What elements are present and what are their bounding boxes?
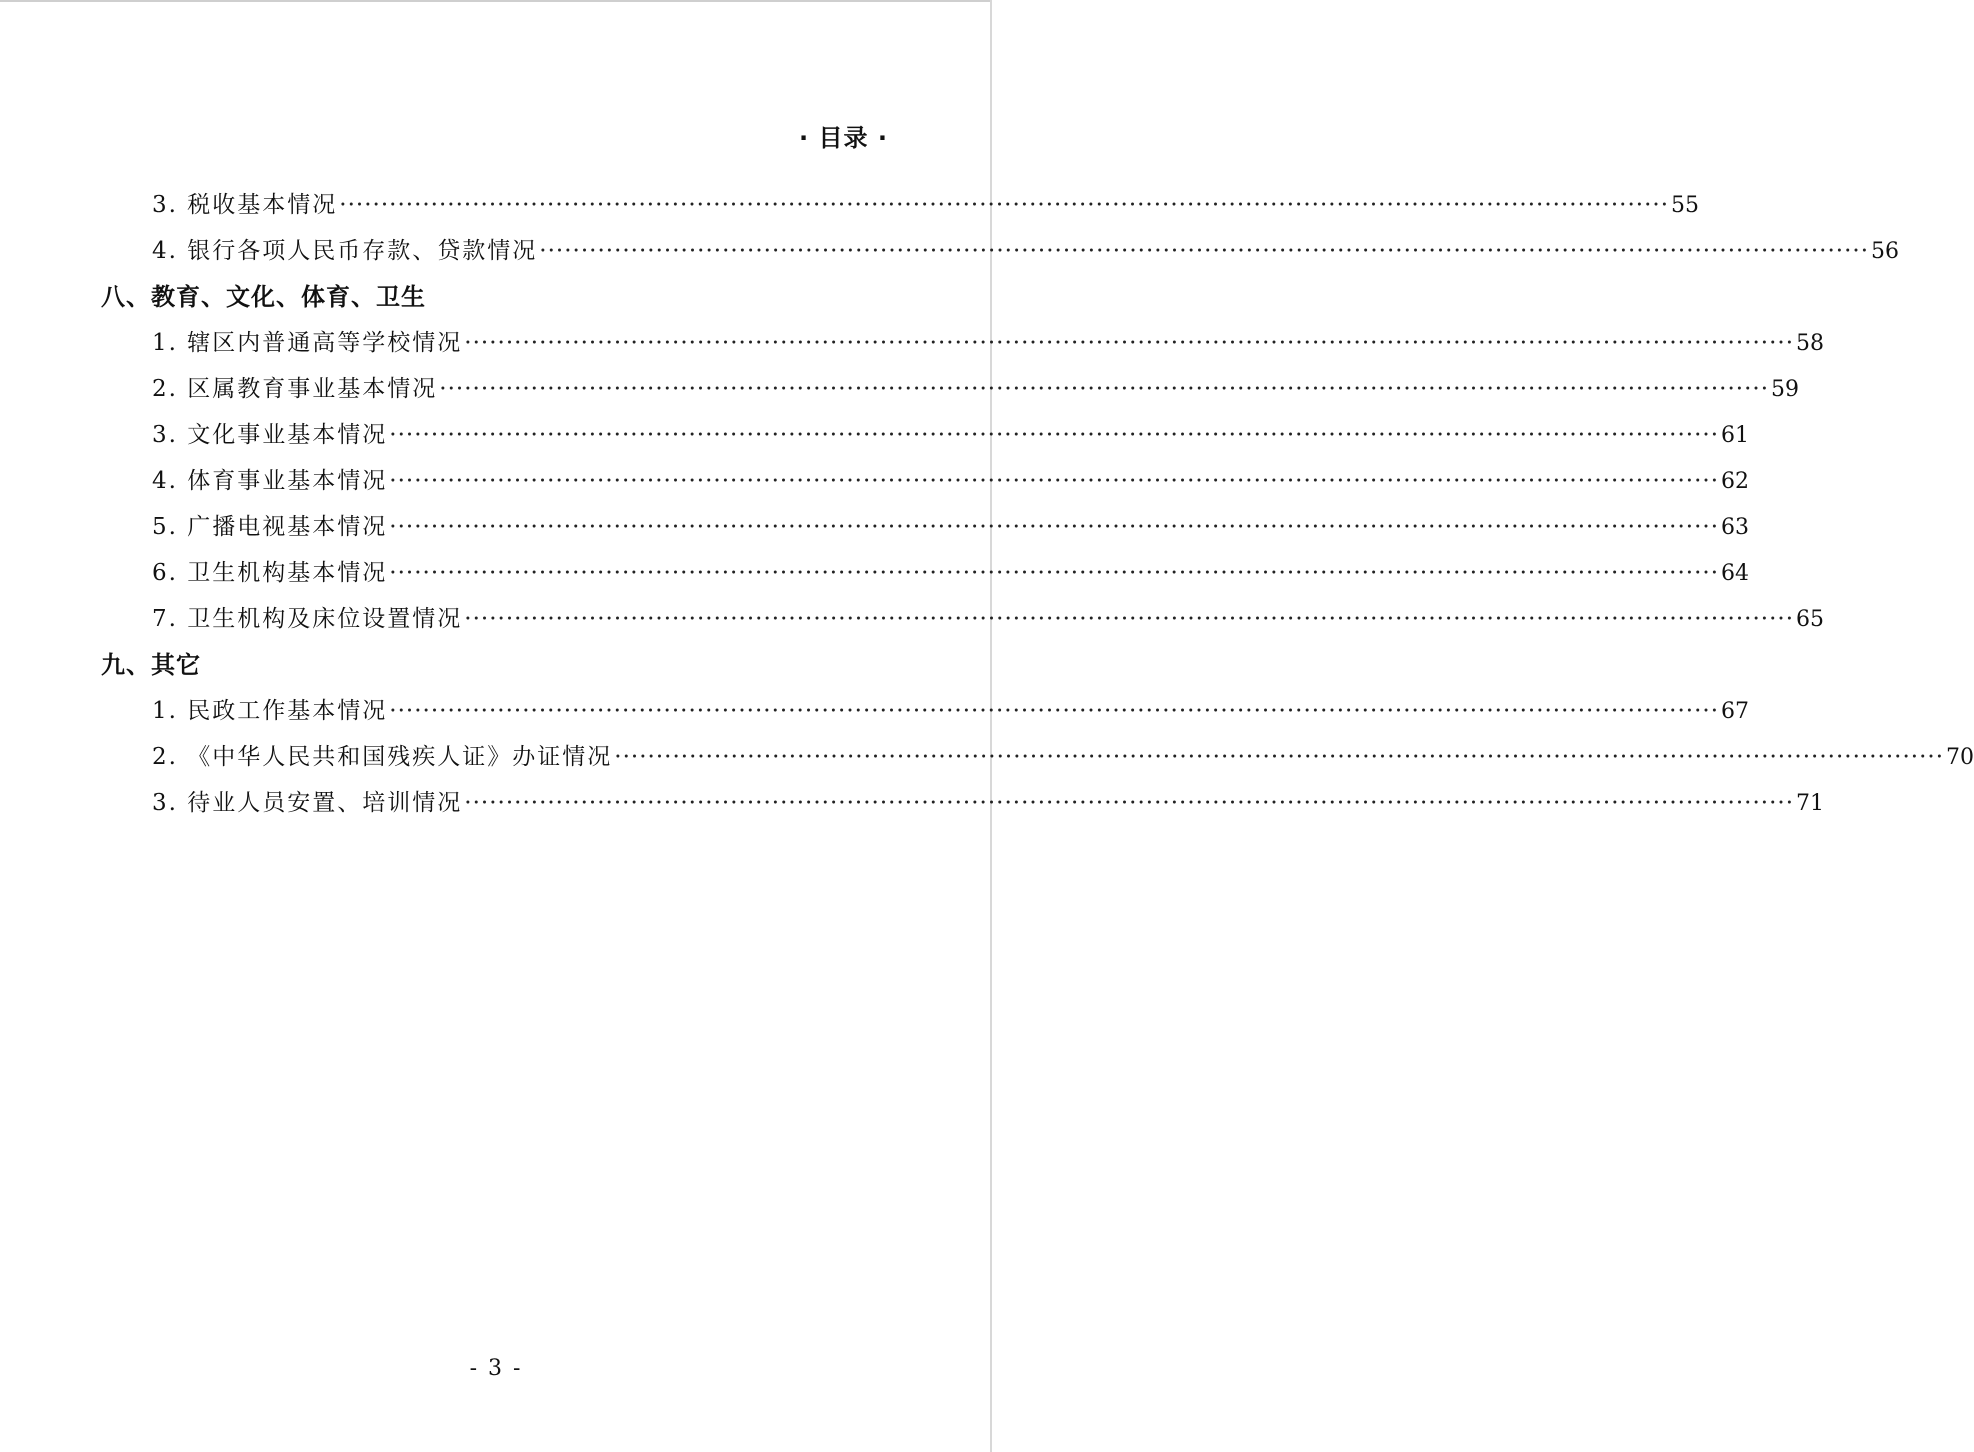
toc-entry[interactable]	[152, 550, 1750, 596]
running-header: · 目录 ·	[799, 124, 888, 152]
toc-entry[interactable]	[152, 596, 1825, 642]
toc-entry-title: 1. 辖区内普通高等学校情况	[152, 330, 463, 356]
toc-entry[interactable]	[152, 228, 1900, 274]
toc-dot-leader: ································································································································································	[614, 744, 1945, 770]
toc-entry[interactable]	[152, 504, 1750, 550]
toc-entry-title: 4. 体育事业基本情况	[152, 468, 388, 494]
toc-dot-leader: ································································································································································	[389, 560, 1720, 586]
toc-section-heading[interactable]: 九、其它	[101, 651, 201, 679]
toc-dot-leader: ································································································································································	[464, 790, 1795, 816]
toc-entry[interactable]	[152, 366, 1800, 412]
toc-entry-title: 5. 广播电视基本情况	[152, 514, 388, 540]
toc-dot-leader: ································································································································································	[389, 422, 1720, 448]
toc-dot-leader: ································································································································································	[339, 192, 1670, 218]
toc-entry-page: 62	[1721, 469, 1750, 494]
toc-entry-title: 3. 税收基本情况	[152, 192, 338, 218]
toc-dot-leader: ································································································································································	[389, 468, 1720, 494]
toc-entry[interactable]	[152, 734, 1974, 780]
toc-entry-page: 67	[1721, 699, 1750, 724]
toc-section-heading[interactable]: 八、教育、文化、体育、卫生	[101, 283, 426, 311]
toc-entry[interactable]	[152, 688, 1750, 734]
toc-entry-page: 71	[1796, 791, 1825, 816]
toc-dot-leader: ································································································································································	[539, 238, 1870, 264]
page-number: - 3 -	[469, 1356, 523, 1381]
toc-entry[interactable]	[152, 458, 1750, 504]
toc-entry-title: 2. 《中华人民共和国残疾人证》办证情况	[152, 744, 613, 770]
toc-entry-page: 64	[1721, 561, 1750, 586]
toc-entry-page: 70	[1946, 745, 1974, 770]
toc-entry-title: 2. 区属教育事业基本情况	[152, 376, 438, 402]
toc-entry-title: 4. 银行各项人民币存款、贷款情况	[152, 238, 538, 264]
toc-entry-title: 3. 文化事业基本情况	[152, 422, 388, 448]
toc-dot-leader: ································································································································································	[439, 376, 1770, 402]
toc-entry[interactable]	[152, 412, 1750, 458]
toc-entry-page: 61	[1721, 423, 1750, 448]
toc-entry-page: 59	[1771, 377, 1800, 402]
toc-entry-title: 6. 卫生机构基本情况	[152, 560, 388, 586]
toc-entry-page: 56	[1871, 239, 1900, 264]
toc-entry-title: 3. 待业人员安置、培训情况	[152, 790, 463, 816]
toc-dot-leader: ································································································································································	[464, 330, 1795, 356]
toc-dot-leader: ································································································································································	[464, 606, 1795, 632]
toc-dot-leader: ································································································································································	[389, 514, 1720, 540]
toc-entry-page: 63	[1721, 515, 1750, 540]
toc-entry-title: 7. 卫生机构及床位设置情况	[152, 606, 463, 632]
toc-entry-page: 65	[1796, 607, 1825, 632]
toc-entry-title: 1. 民政工作基本情况	[152, 698, 388, 724]
toc-dot-leader: ································································································································································	[389, 698, 1720, 724]
toc-entry[interactable]	[152, 320, 1825, 366]
toc-entry-page: 55	[1671, 193, 1700, 218]
toc-entry[interactable]	[152, 780, 1825, 826]
toc-entry-page: 58	[1796, 331, 1825, 356]
toc-entry[interactable]	[152, 182, 1700, 228]
page-top-border	[0, 0, 992, 2]
